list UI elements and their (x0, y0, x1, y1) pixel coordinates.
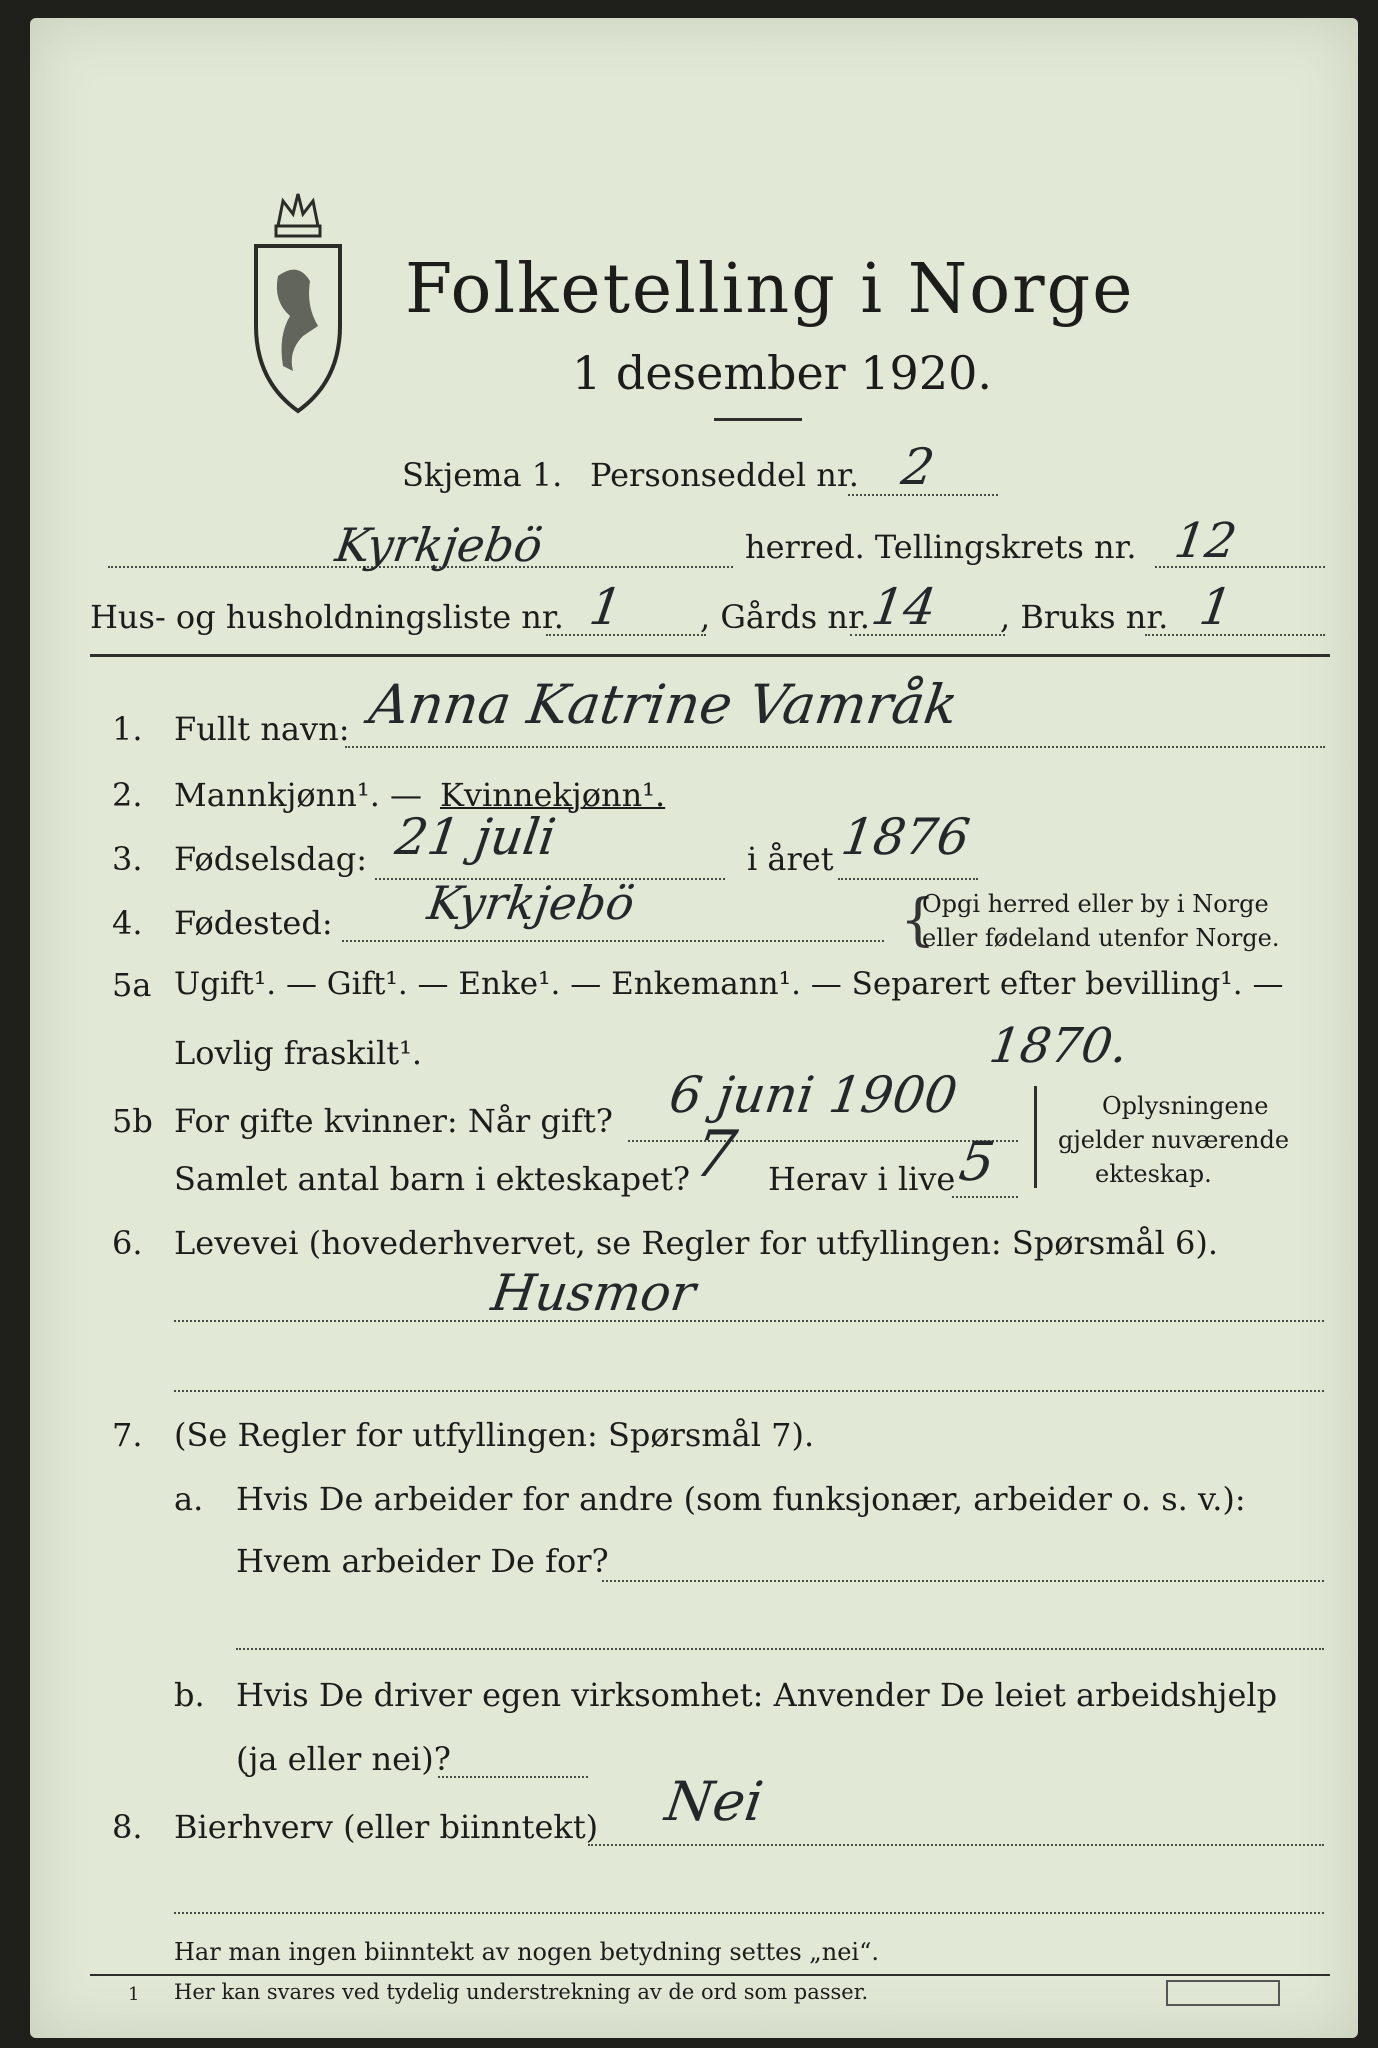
full-name-value: Anna Katrine Vamråk (365, 673, 962, 736)
printer-stamp (1166, 1980, 1280, 2006)
footer-note: Har man ingen biinntekt av nogen betydning settes „nei“. (174, 1938, 879, 1966)
q6-label: Levevei (hovederhvervet, se Regler for utfyllingen: Spørsmål 6). (174, 1224, 1219, 1262)
q2-female-option: Kvinnekjønn¹. (440, 776, 666, 814)
q5a-number: 5a (112, 966, 152, 1004)
herred-label: herred. Tellingskrets nr. (745, 528, 1137, 566)
q5b-note-line1: Oplysningene (1102, 1092, 1269, 1120)
hired-help-line (438, 1776, 588, 1778)
census-form-sheet (30, 18, 1358, 2038)
skjema-label: Skjema 1. (402, 456, 563, 494)
employer-line-1 (602, 1580, 1324, 1582)
q7a-letter: a. (174, 1480, 204, 1518)
birthdate-value: 21 juli (391, 808, 560, 866)
employer-line-2 (236, 1648, 1324, 1650)
children-value: 7 (689, 1118, 741, 1192)
q5b-children-label: Samlet antal barn i ekteskapet? (174, 1160, 691, 1198)
married-date-line (628, 1140, 1018, 1142)
q4-note-line2: eller fødeland utenfor Norge. (922, 924, 1280, 952)
footer-divider (90, 1974, 1330, 1976)
q3-number: 3. (112, 840, 143, 878)
q7b-question: (ja eller nei)? (236, 1740, 451, 1778)
q8-label: Bierhverv (eller biinntekt) (174, 1808, 599, 1846)
hus-label: Hus- og husholdningsliste nr. (90, 598, 564, 636)
coat-of-arms-icon (248, 186, 348, 416)
herred-value: Kyrkjebö (332, 518, 546, 572)
bruks-value: 1 (1195, 578, 1236, 636)
alive-line (952, 1196, 1018, 1198)
title-divider (714, 418, 802, 421)
hus-value: 1 (585, 578, 626, 636)
q5b-note-line2: gjelder nuværende (1058, 1126, 1290, 1154)
marital-annotation: 1870. (986, 1018, 1132, 1074)
q7-number: 7. (112, 1416, 143, 1454)
q7b-text: Hvis De driver egen virksomhet: Anvender De leiet arbeidshjelp (236, 1676, 1278, 1714)
q4-note-line1: Opgi herred eller by i Norge (922, 890, 1269, 918)
occupation-line-1 (174, 1320, 1324, 1322)
q4-label: Fødested: (174, 904, 333, 942)
q7a-question: Hvem arbeider De for? (236, 1542, 609, 1580)
q7-label: (Se Regler for utfyllingen: Spørsmål 7). (174, 1416, 815, 1454)
q7b-letter: b. (174, 1676, 205, 1714)
q5b-bracket (1034, 1086, 1037, 1188)
q1-number: 1. (112, 710, 143, 748)
q5b-label: For gifte kvinner: Når gift? (174, 1102, 613, 1140)
q5b-alive-label: Herav i live (768, 1160, 956, 1198)
alive-value: 5 (955, 1130, 999, 1193)
form-date: 1 desember 1920. (572, 346, 992, 400)
marital-status-options-line2: Lovlig fraskilt¹. (174, 1034, 423, 1072)
married-date-value: 6 juni 1900 (665, 1066, 961, 1124)
q4-brace: { (900, 888, 936, 953)
q3-label: Fødselsdag: (174, 840, 368, 878)
section-divider (90, 654, 1330, 657)
hus-line (546, 634, 706, 636)
q3-year-label: i året (747, 840, 834, 878)
bruks-label: , Bruks nr. (1000, 598, 1169, 636)
footnote-text: Her kan svares ved tydelig understrekning av de ord som passer. (174, 1980, 869, 2004)
form-title: Folketelling i Norge (405, 250, 1135, 329)
birthyear-line (838, 878, 978, 880)
gards-label: , Gårds nr. (700, 598, 870, 636)
occupation-value: Husmor (487, 1264, 699, 1322)
side-income-value: Nei (661, 1770, 767, 1833)
q7a-text: Hvis De arbeider for andre (som funksjonær, arbeider o. s. v.): (236, 1480, 1246, 1518)
bruks-line (1145, 634, 1325, 636)
q2-number: 2. (112, 776, 143, 814)
occupation-line-2 (174, 1390, 1324, 1392)
q5b-note-line3: ekteskap. (1095, 1160, 1212, 1188)
birthplace-line (342, 940, 884, 942)
footnote-number: 1 (128, 1984, 140, 2005)
q1-label: Fullt navn: (174, 710, 350, 748)
personseddel-value: 2 (897, 438, 938, 496)
personseddel-label: Personseddel nr. (590, 456, 859, 494)
q2-male-option: Mannkjønn¹. — (174, 776, 423, 814)
birthplace-value: Kyrkjebö (424, 876, 638, 930)
side-income-line-2 (174, 1912, 1324, 1914)
birthyear-value: 1876 (837, 808, 974, 866)
marital-status-options: Ugift¹. — Gift¹. — Enke¹. — Enkemann¹. — Separert efter bevilling¹. — (174, 966, 1284, 1002)
q1-line (345, 746, 1325, 748)
q8-number: 8. (112, 1808, 143, 1846)
tellingskrets-value: 12 (1171, 513, 1241, 569)
gards-value: 14 (867, 578, 940, 636)
q6-number: 6. (112, 1224, 143, 1262)
q5b-number: 5b (112, 1102, 153, 1140)
q4-number: 4. (112, 904, 143, 942)
side-income-line-1 (588, 1844, 1324, 1846)
